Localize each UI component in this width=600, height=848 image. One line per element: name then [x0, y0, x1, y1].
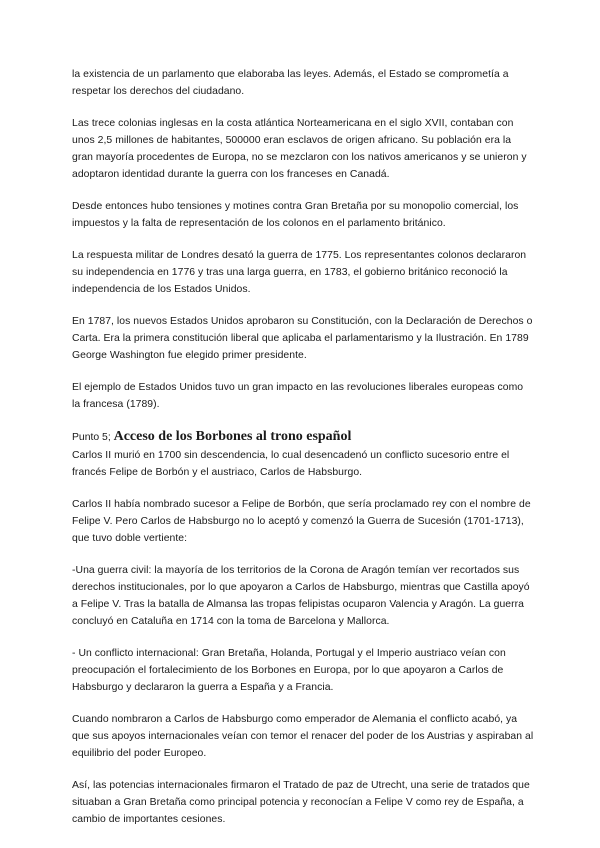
section-heading-title: Acceso de los Borbones al trono español	[113, 429, 352, 444]
paragraph-war-1775: La respuesta militar de Londres desató la guerra de 1775. Los representantes colonos declararon su independencia en 1776 y tras una larga guerra, en 1783, el gobierno británico reconoció la independencia de los Estados Unidos.	[72, 250, 527, 295]
paragraph-constitution-1787: En 1787, los nuevos Estados Unidos aprobaron su Constitución, con la Declaración de Derechos o Carta. Era la primera constitución liberal que aplicaba el parlamentarismo y la Ilustración. En 1789 George Washington fue elegido primer presidente.	[72, 316, 533, 361]
section-heading-prefix: Punto 5;	[72, 432, 111, 443]
paragraph-tensions: Desde entonces hubo tensiones y motines contra Gran Bretaña por su monopolio comercial, los impuestos y la falta de representación de los colonos en el parlamento británico.	[72, 201, 519, 229]
document-page	[72, 66, 534, 843]
paragraph-impact: El ejemplo de Estados Unidos tuvo un gran impacto en las revoluciones liberales europeas como la francesa (1789).	[72, 382, 524, 410]
paragraph-conflict-end: Cuando nombraron a Carlos de Habsburgo como emperador de Alemania el conflicto acabó, ya que sus apoyos internacionales veían con temor el renacer del poder de los Austrias y aspiraban al equilibrio del poder Europeo.	[72, 714, 534, 759]
paragraph-carlos-ii-death: Carlos II murió en 1700 sin descendencia, lo cual desencadenó un conflicto sucesorio entre el francés Felipe de Borbón y el austriaco, Carlos de Habsburgo.	[72, 450, 510, 478]
paragraph-utrecht-treaty: Así, las potencias internacionales firmaron el Tratado de paz de Utrecht, una serie de tratados que situaban a Gran Bretaña como principal potencia y reconocían a Felipe V como rey de España, a cambio de importantes cesiones.	[72, 780, 530, 825]
paragraph-succession-war: Carlos II había nombrado sucesor a Felipe de Borbón, que sería proclamado rey con el nombre de Felipe V. Pero Carlos de Habsburgo no lo aceptó y comenzó la Guerra de Sucesión (1701-1713), que tuvo doble vertiente:	[72, 499, 531, 544]
section-heading	[72, 428, 534, 447]
paragraph-civil-war: -Una guerra civil: la mayoría de los territorios de la Corona de Aragón temían ver recortados sus derechos institucionales, por lo que apoyaron a Carlos de Habsburgo, mientras que Castilla apoyó a Felipe V. Tras la batalla de Almansa las tropas felipistas ocuparon Valencia y Aragón. La guerra concluyó en Cataluña en 1714 con la toma de Barcelona y Mallorca.	[72, 565, 530, 627]
paragraph-international-conflict: - Un conflicto internacional: Gran Bretaña, Holanda, Portugal y el Imperio austriaco veían con preocupación el fortalecimiento de los Borbones en Europa, por lo que apoyaron a Carlos de Habsburgo y declararon la guerra a España y a Francia.	[72, 648, 506, 693]
paragraph-thirteen-colonies: Las trece colonias inglesas en la costa atlántica Norteamericana en el siglo XVII, contaban con unos 2,5 millones de habitantes, 500000 eran esclavos de origen africano. Su población era la gran mayoría procedentes de Europa, no se mezclaron con los nativos americanos y se unieron y adoptaron identidad durante la guerra con los franceses en Canadá.	[72, 118, 527, 180]
paragraph-parliament-rights: la existencia de un parlamento que elaboraba las leyes. Además, el Estado se comprometía a respetar los derechos del ciudadano.	[72, 69, 509, 97]
